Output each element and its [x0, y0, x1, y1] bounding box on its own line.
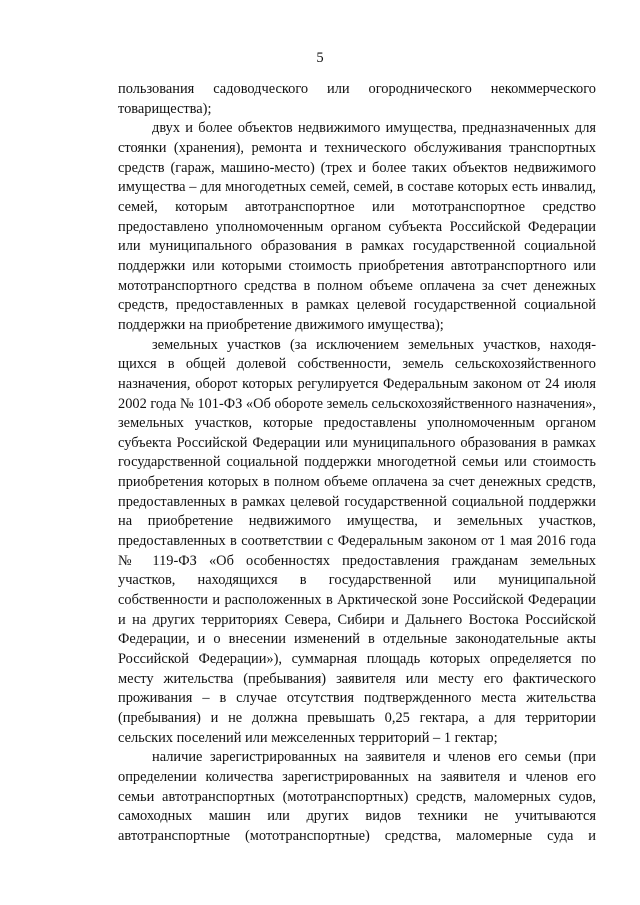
paragraph-parking-property: двух и более объектов недвижимого имущества, предназначенных для стоянки (хранения), ремонта и технического обслуживания транспортных средств (гараж, машино-место) (трех и более таких объектов недвижимого имущества – для многодетных семей, семей, в составе которых есть инвалид, семей, которым автотранспортное или мототранспортное средство предоставлено уполномоченным органом субъекта Российской Федерации или муниципального образования в рамках государственной социальной поддержки или которыми стоимость приобретения автотранспортного или мототранспортного средства в полном объеме оплачена за счет денежных средств, предоставленных в рамках целевой государственной социальной поддержки на приобретение движимого имущества); [118, 120, 596, 333]
page-number: 5 [316, 50, 324, 66]
document-body [118, 80, 596, 847]
paragraph-registered-vehicles: наличие зарегистрированных на заявителя и членов его семьи (при определении количества зарегистрированных на заявителя и членов его семьи автотранспортных (мототранспортных) средств, маломерных судов, самоходных машин или других видов техники не учитываются автотранспортные (мототранспортные) средства, маломерные суда и [118, 749, 596, 844]
paragraph-continuation: пользования садоводческого или огороднического некоммерческого товарищества); [118, 81, 596, 117]
paragraph-land-plots: земельных участков (за исключением земельных участков, находя-щихся в общей долевой собственности, земель сельскохозяйственного назначения, оборот которых регулируется Федеральным законом от 24 июля 2002 года № 101-ФЗ «Об обороте земель сельскохозяйственного назначения», земельных участков, которые предоставлены уполномоченным органом субъекта Российской Федерации или муниципального образования в рамках государственной социальной поддержки многодетной семьи или стоимость приобретения которых в полном объеме оплачена за счет денежных средств, предоставленных в рамках целевой государственной социальной поддержки на приобретение недвижимого имущества, и земельных участков, предоставленных в соответствии с Федеральным законом от 1 мая 2016 года № 119-ФЗ «Об особенностях предоставления гражданам земельных участков, находящихся в государственной или муниципальной собственности и расположенных в Арктической зоне Российской Федерации и на других территориях Севера, Сибири и Дальнего Востока Российской Федерации, и о внесении изменений в отдельные законодательные акты Российской Федерации»), суммарная площадь которых определяется по месту жительства (пребывания) заявителя или месту его фактического проживания – в случае отсутствия подтвержденного места жительства (пребывания) и не должна превышать 0,25 гектара, а для территории сельских поселений или межселенных территорий – 1 гектар; [118, 336, 596, 746]
